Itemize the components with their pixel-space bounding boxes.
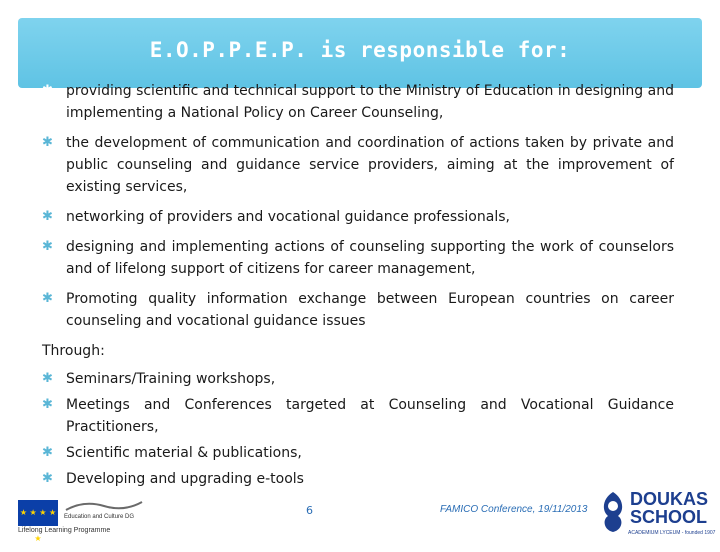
eu-flag-icon: ★ ★ ★ ★ ★: [18, 500, 58, 526]
list-item: ✱ the development of communication and coordination of actions taken by private and public counseling and guidance service providers, aiming at the improvement of existing services,: [42, 132, 674, 198]
eu-logo-text: Education and Culture DG: [64, 514, 135, 520]
slide-content: [42, 80, 674, 494]
list-item: ✱ providing scientific and technical support to the Ministry of Education in designing and implementing a National Policy on Career Counseling,: [42, 80, 674, 124]
asterisk-bullet-icon: ✱: [42, 291, 53, 306]
eu-logo-mark-icon: [64, 498, 144, 514]
conference-label: FAMICO Conference, 19/11/2013: [440, 504, 588, 515]
doukas-school-logo-icon: [598, 489, 716, 540]
asterisk-bullet-icon: ✱: [42, 135, 53, 150]
list-item: ✱ designing and implementing actions of counseling supporting the work of counselors and of lifelong support of citizens for career management,: [42, 236, 674, 280]
school-emblem-icon: [598, 490, 628, 534]
responsibilities-list: [42, 80, 674, 332]
asterisk-bullet-icon: ✱: [42, 371, 53, 386]
list-item: ✱ Developing and upgrading e-tools: [42, 468, 674, 490]
asterisk-bullet-icon: ✱: [42, 445, 53, 460]
asterisk-bullet-icon: ✱: [42, 397, 53, 412]
list-item: ✱ networking of providers and vocational guidance professionals,: [42, 206, 674, 228]
through-list: [42, 368, 674, 490]
list-item: ✱ Seminars/Training workshops,: [42, 368, 674, 390]
asterisk-bullet-icon: ✱: [42, 83, 53, 98]
school-name-line1: DOUKAS: [630, 489, 709, 509]
list-item: ✱ Meetings and Conferences targeted at Counseling and Vocational Guidance Practitioners,: [42, 394, 674, 438]
through-label: Through:: [42, 343, 105, 359]
page-number: 6: [306, 504, 313, 517]
llp-text: Lifelong Learning Programme: [18, 527, 111, 534]
school-subtext: ACADEMIUM LYCEUM - founded 1907: [628, 530, 716, 536]
list-item: ✱ Promoting quality information exchange between European countries on career counseling and vocational guidance issues: [42, 288, 674, 332]
page-title: E.O.P.P.E.P. is responsible for:: [149, 38, 571, 62]
footer: [0, 489, 720, 543]
school-name-line2: SCHOOL: [630, 507, 708, 527]
asterisk-bullet-icon: ✱: [42, 239, 53, 254]
list-item: ✱ Scientific material & publications,: [42, 442, 674, 464]
asterisk-bullet-icon: ✱: [42, 471, 53, 486]
asterisk-bullet-icon: ✱: [42, 209, 53, 224]
